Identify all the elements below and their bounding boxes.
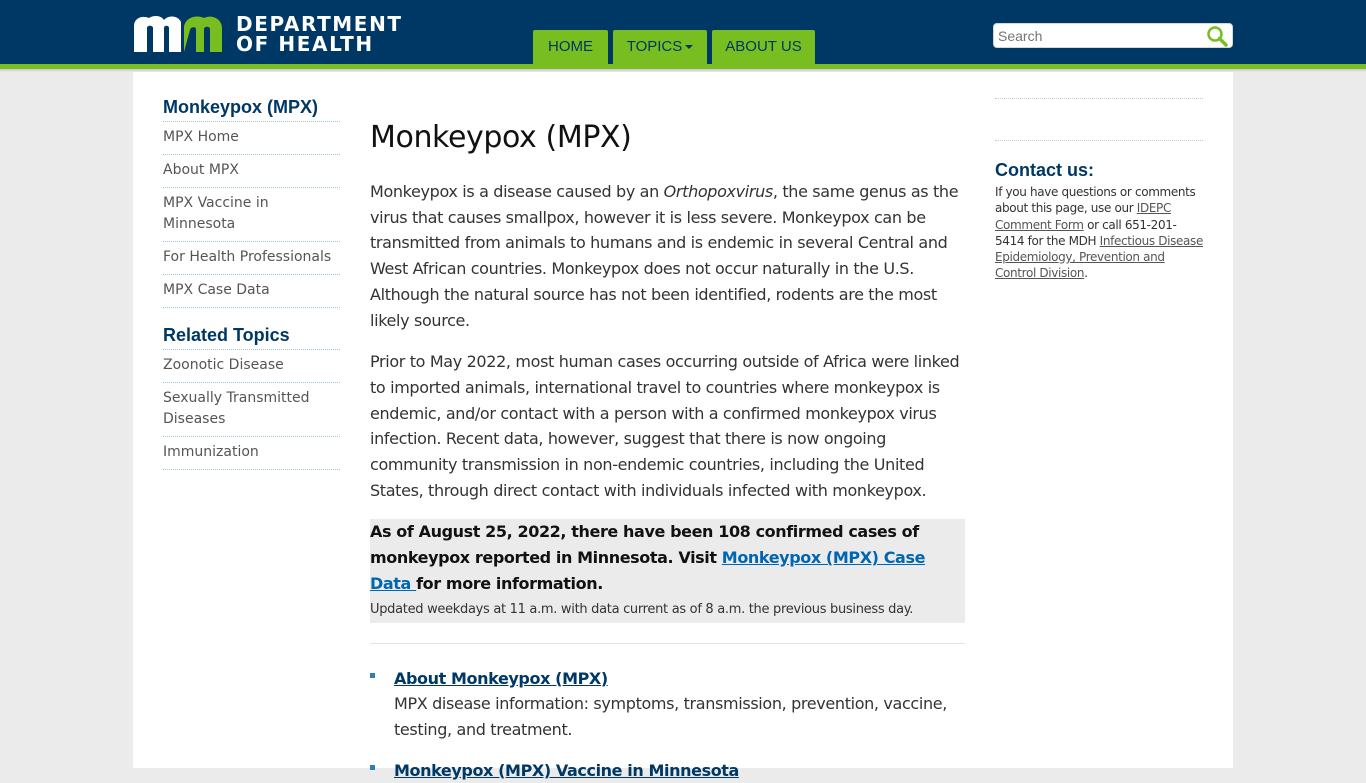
- callout-text-a: As of August 25, 2022, there have been 108 confirmed cases of monkeypox reported in Minnesota. Visit: [370, 522, 919, 568]
- right-divider-bottom: [995, 140, 1203, 141]
- contact-text: [995, 184, 1205, 282]
- bullet-icon: [370, 673, 375, 678]
- main-content: [370, 116, 965, 783]
- logo-wordmark: [236, 14, 403, 54]
- nav-home[interactable]: [533, 30, 608, 64]
- list-item: [370, 758, 965, 783]
- history-paragraph: Prior to May 2022, most human cases occurring outside of Africa were linked to imported animals, international travel to countries where monkeypox is endemic, and/or contact with a person with a confirmed monkeypox virus infection. Recent data, however, suggest that there is now ongoing community transmission in non-endemic countries, including the United States, through direct contact with individuals infected with monkeypox.: [370, 352, 960, 500]
- list-item: [370, 666, 965, 743]
- nav-about-us[interactable]: [712, 30, 815, 64]
- mdh-logo[interactable]: [132, 14, 402, 56]
- topic-link-list: [370, 666, 965, 783]
- contact-text-3: .: [1084, 266, 1088, 281]
- related-item-sti[interactable]: Sexually Transmitted Diseases: [163, 383, 340, 437]
- sidebar-item-mpx-home[interactable]: MPX Home: [163, 122, 340, 155]
- nav-about-label: ABOUT US: [725, 38, 802, 55]
- related-item-immunization[interactable]: Immunization: [163, 437, 340, 470]
- contact-text-1: If you have questions or comments about this page, use our: [995, 185, 1196, 216]
- search-box: [993, 23, 1233, 48]
- update-note: Updated weekdays at 11 a.m. with data current as of 8 a.m. the previous business day.: [370, 601, 914, 617]
- search-icon[interactable]: [1206, 25, 1228, 47]
- callout-text-b: for more information.: [416, 573, 603, 593]
- intro-genus: Orthopoxvirus: [663, 182, 773, 201]
- division-link[interactable]: Infectious Disease Epidemiology, Prevention and Control Division: [995, 233, 1203, 281]
- nav-topics[interactable]: [613, 30, 707, 64]
- search-input[interactable]: [998, 26, 1198, 45]
- logo-line-1: DEPARTMENT: [236, 12, 403, 36]
- mn-logo-icon: [132, 14, 224, 54]
- about-monkeypox-link[interactable]: About Monkeypox (MPX): [394, 668, 608, 688]
- bullet-icon: [370, 765, 375, 770]
- sidebar-item-about-mpx[interactable]: About MPX: [163, 155, 340, 188]
- logo-line-2: OF HEALTH: [236, 32, 374, 56]
- intro-text-b: , the same genus as the virus that causes smallpox, however it is less severe. Monkeypox can be transmitted from animals to humans and is endemic in several Central and West African countries. Monkeypox does not occur naturally in the U.S. Although the natural source has not been identified, rodents are the most likely source.: [370, 182, 959, 330]
- case-count-callout: [370, 519, 965, 622]
- nav-home-label: HOME: [548, 38, 593, 55]
- comment-form-link[interactable]: IDEPC Comment Form: [995, 201, 1171, 232]
- related-topics-title: Related Topics: [163, 324, 340, 350]
- sidebar-item-mpx-vaccine[interactable]: MPX Vaccine in Minnesota: [163, 188, 340, 242]
- intro-paragraph: [370, 179, 965, 333]
- sidebar-item-case-data[interactable]: MPX Case Data: [163, 275, 340, 308]
- page-title: Monkeypox (MPX): [370, 120, 632, 155]
- contact-title: Contact us:: [995, 160, 1094, 180]
- caret-down-icon: [685, 45, 693, 49]
- sidebar-section-title[interactable]: Monkeypox (MPX): [163, 96, 340, 122]
- intro-text-a: Monkeypox is a disease caused by an: [370, 182, 664, 201]
- left-sidebar: [163, 96, 340, 470]
- callout-text: [370, 519, 965, 596]
- vaccine-link[interactable]: Monkeypox (MPX) Vaccine in Minnesota: [394, 760, 739, 780]
- case-data-link[interactable]: Monkeypox (MPX) Case Data: [370, 548, 926, 593]
- related-item-zoonotic[interactable]: Zoonotic Disease: [163, 350, 340, 383]
- sidebar-item-health-professionals[interactable]: For Health Professionals: [163, 242, 340, 275]
- sidebar-spacer: [163, 308, 340, 324]
- right-divider-top: [995, 98, 1203, 99]
- divider: [370, 643, 965, 644]
- about-monkeypox-desc: MPX disease information: symptoms, transmission, prevention, vaccine, testing, and treatment.: [394, 694, 947, 739]
- nav-topics-label: TOPICS: [626, 38, 683, 55]
- contact-text-2: or call 651-201-5414 for the MDH: [995, 217, 1177, 248]
